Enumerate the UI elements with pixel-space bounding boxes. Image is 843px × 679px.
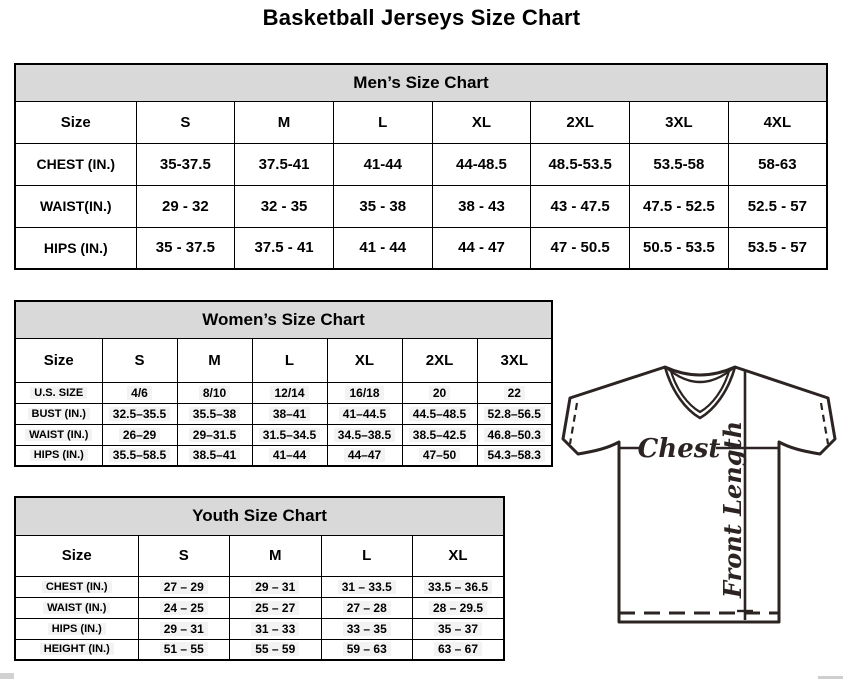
size-value-cell	[321, 576, 413, 597]
size-value-text: 24 – 25	[160, 601, 208, 615]
womens-column-header: 3XL	[477, 338, 552, 382]
womens-table-row	[15, 424, 552, 445]
size-value-cell	[333, 185, 432, 227]
size-value-text: 38–41	[269, 407, 310, 421]
size-value-text: 35 - 38	[359, 197, 407, 215]
front-length-label: Front Length	[718, 420, 747, 598]
womens-table-row	[15, 382, 552, 403]
size-value-cell	[102, 403, 177, 424]
size-value-cell	[138, 639, 230, 660]
size-value-cell	[630, 185, 729, 227]
size-value-text: 47 - 50.5	[550, 239, 610, 257]
size-value-cell	[136, 143, 235, 185]
womens-section-title: Women’s Size Chart	[15, 301, 552, 338]
womens-column-header-row	[15, 338, 552, 382]
scrollbar-fragment-left[interactable]	[0, 673, 14, 679]
size-value-cell	[413, 597, 505, 618]
youth-column-header: S	[138, 535, 230, 576]
size-value-cell	[402, 382, 477, 403]
size-value-text: 31.5–34.5	[259, 428, 320, 442]
size-value-text: 52.8–56.5	[484, 407, 545, 421]
size-value-text: 44 - 47	[458, 239, 505, 257]
youth-table-row	[15, 618, 504, 639]
size-value-text: 41-44	[363, 155, 402, 173]
size-value-cell	[531, 227, 630, 269]
row-label-text: U.S. SIZE	[30, 387, 87, 399]
mens-table-row	[15, 143, 827, 185]
size-value-text: 32 - 35	[260, 197, 308, 215]
size-value-text: 29 - 32	[162, 197, 209, 215]
size-value-text: 37.5 - 41	[254, 239, 314, 257]
size-value-text: 43 - 47.5	[550, 197, 610, 215]
size-value-text: 31 – 33	[251, 622, 299, 636]
chest-label: Chest	[637, 434, 721, 464]
mens-column-header: 2XL	[531, 101, 630, 143]
size-value-text: 44.5–48.5	[409, 407, 470, 421]
size-value-text: 38 - 43	[458, 197, 505, 215]
size-value-text: 35-37.5	[159, 155, 211, 173]
size-value-text: 28 – 29.5	[429, 601, 487, 615]
youth-table-row	[15, 576, 504, 597]
size-value-cell	[235, 227, 334, 269]
size-value-text: 31 – 33.5	[338, 580, 396, 594]
size-value-text: 26–29	[119, 428, 160, 442]
size-value-text: 53.5-58	[653, 155, 705, 173]
womens-column-header: 2XL	[402, 338, 477, 382]
size-value-text: 59 – 63	[343, 642, 391, 656]
mens-column-header-row	[15, 101, 827, 143]
mens-column-header: 4XL	[728, 101, 827, 143]
size-value-cell	[252, 403, 327, 424]
youth-column-header: L	[321, 535, 413, 576]
row-label	[15, 618, 138, 639]
row-label-text: HIPS (IN.)	[43, 239, 108, 256]
row-label-text: WAIST(IN.)	[39, 198, 112, 214]
youth-column-header: XL	[413, 535, 505, 576]
size-value-cell	[477, 445, 552, 466]
size-value-cell	[136, 185, 235, 227]
size-value-text: 16/18	[345, 386, 383, 400]
size-value-cell	[402, 424, 477, 445]
size-value-cell	[230, 597, 322, 618]
size-value-text: 34.5–38.5	[334, 428, 395, 442]
size-value-cell	[402, 445, 477, 466]
size-value-text: 33.5 – 36.5	[424, 580, 492, 594]
row-label-text: HEIGHT (IN.)	[40, 643, 114, 655]
size-value-text: 35 – 37	[434, 622, 482, 636]
size-value-text: 29–31.5	[189, 428, 240, 442]
row-label	[15, 597, 138, 618]
size-value-cell	[333, 227, 432, 269]
mens-column-header: S	[136, 101, 235, 143]
size-value-cell	[432, 185, 531, 227]
mens-table-row	[15, 185, 827, 227]
size-value-text: 22	[504, 386, 525, 400]
womens-column-header: S	[102, 338, 177, 382]
womens-column-header: XL	[327, 338, 402, 382]
size-value-cell	[138, 618, 230, 639]
size-value-text: 63 – 67	[434, 642, 482, 656]
youth-table-row	[15, 597, 504, 618]
size-value-text: 44-48.5	[456, 155, 507, 173]
size-value-cell	[413, 639, 505, 660]
size-value-text: 33 – 35	[343, 622, 391, 636]
row-label-text: HIPS (IN.)	[30, 449, 88, 461]
size-value-cell	[432, 143, 531, 185]
size-value-text: 41 - 44	[359, 239, 407, 257]
size-value-cell	[102, 382, 177, 403]
size-value-cell	[138, 597, 230, 618]
right-cuff-dashed-seam	[821, 403, 828, 444]
size-value-text: 32.5–35.5	[109, 407, 170, 421]
size-value-cell	[321, 597, 413, 618]
size-value-text: 52.5 - 57	[747, 197, 807, 215]
size-value-cell	[327, 445, 402, 466]
size-value-text: 55 – 59	[251, 642, 299, 656]
size-value-cell	[327, 403, 402, 424]
size-value-cell	[177, 445, 252, 466]
size-value-cell	[327, 424, 402, 445]
size-value-cell	[630, 143, 729, 185]
size-value-text: 35.5–58.5	[109, 448, 170, 462]
size-value-text: 41–44	[269, 448, 310, 462]
size-value-cell	[102, 445, 177, 466]
size-value-cell	[477, 424, 552, 445]
size-value-cell	[177, 424, 252, 445]
size-value-text: 12/14	[270, 386, 308, 400]
size-value-text: 27 – 28	[343, 601, 391, 615]
size-value-text: 27 – 29	[160, 580, 208, 594]
row-label-text: CHEST (IN.)	[36, 156, 116, 172]
mens-section-title: Men’s Size Chart	[15, 64, 827, 101]
size-value-cell	[235, 143, 334, 185]
size-value-cell	[432, 227, 531, 269]
size-value-cell	[235, 185, 334, 227]
size-value-text: 35.5–38	[189, 407, 240, 421]
youth-column-header: Size	[15, 535, 138, 576]
mens-column-header: XL	[432, 101, 531, 143]
size-value-text: 58-63	[758, 155, 797, 173]
row-label	[15, 424, 102, 445]
size-value-cell	[333, 143, 432, 185]
size-value-cell	[728, 227, 827, 269]
row-label-text: BUST (IN.)	[28, 408, 90, 420]
row-label	[15, 639, 138, 660]
size-value-text: 50.5 - 53.5	[643, 239, 715, 257]
row-label-text: HIPS (IN.)	[48, 623, 106, 635]
page-title: Basketball Jerseys Size Chart	[262, 5, 581, 30]
size-value-cell	[230, 618, 322, 639]
size-value-text: 29 – 31	[160, 622, 208, 636]
mens-column-header: L	[333, 101, 432, 143]
size-value-cell	[728, 143, 827, 185]
size-value-text: 51 – 55	[160, 642, 208, 656]
row-label-text: WAIST (IN.)	[43, 602, 110, 614]
womens-table-row	[15, 445, 552, 466]
size-value-text: 25 – 27	[251, 601, 299, 615]
size-value-text: 35 - 37.5	[155, 239, 215, 257]
size-value-cell	[177, 382, 252, 403]
size-value-cell	[102, 424, 177, 445]
womens-size-table	[14, 300, 553, 467]
youth-section-title: Youth Size Chart	[15, 497, 504, 535]
row-label	[15, 143, 136, 185]
size-value-cell	[413, 618, 505, 639]
size-value-cell	[252, 445, 327, 466]
size-value-text: 54.3–58.3	[484, 448, 545, 462]
mens-table-row	[15, 227, 827, 269]
size-value-text: 44–47	[344, 448, 385, 462]
mens-column-header: Size	[15, 101, 136, 143]
womens-column-header: L	[252, 338, 327, 382]
size-value-cell	[252, 424, 327, 445]
size-value-text: 41–44.5	[339, 407, 390, 421]
size-value-text: 37.5-41	[258, 155, 310, 173]
size-value-cell	[321, 639, 413, 660]
row-label	[15, 403, 102, 424]
youth-size-table	[14, 496, 505, 661]
mens-size-table	[14, 63, 828, 270]
size-value-text: 4/6	[127, 386, 152, 400]
mens-column-header: M	[235, 101, 334, 143]
size-value-cell	[477, 403, 552, 424]
size-value-cell	[177, 403, 252, 424]
youth-table-row	[15, 639, 504, 660]
size-value-text: 20	[429, 386, 450, 400]
size-value-cell	[402, 403, 477, 424]
size-value-text: 29 – 31	[251, 580, 299, 594]
left-cuff-dashed-seam	[570, 403, 577, 444]
size-value-text: 46.8–50.3	[484, 428, 545, 442]
size-value-cell	[252, 382, 327, 403]
size-value-cell	[630, 227, 729, 269]
youth-column-header: M	[230, 535, 322, 576]
size-value-text: 53.5 - 57	[747, 239, 807, 257]
womens-section-header-row	[15, 301, 552, 338]
womens-table-row	[15, 403, 552, 424]
size-value-cell	[136, 227, 235, 269]
size-value-cell	[531, 143, 630, 185]
size-value-text: 48.5-53.5	[548, 155, 612, 173]
row-label	[15, 382, 102, 403]
row-label	[15, 185, 136, 227]
row-label	[15, 227, 136, 269]
size-value-cell	[230, 576, 322, 597]
jersey-outline-shape	[563, 367, 835, 622]
size-value-cell	[477, 382, 552, 403]
row-label	[15, 576, 138, 597]
jersey-measurement-diagram	[558, 358, 842, 630]
mens-section-header-row	[15, 64, 827, 101]
size-value-cell	[138, 576, 230, 597]
mens-column-header: 3XL	[630, 101, 729, 143]
womens-column-header: Size	[15, 338, 102, 382]
row-label-text: WAIST (IN.)	[25, 429, 92, 441]
size-value-cell	[327, 382, 402, 403]
size-value-text: 38.5–41	[189, 448, 240, 462]
youth-column-header-row	[15, 535, 504, 576]
size-value-cell	[230, 639, 322, 660]
size-value-text: 38.5–42.5	[409, 428, 470, 442]
size-value-cell	[321, 618, 413, 639]
womens-column-header: M	[177, 338, 252, 382]
size-value-cell	[413, 576, 505, 597]
youth-section-header-row	[15, 497, 504, 535]
size-value-text: 8/10	[199, 386, 230, 400]
row-label-text: CHEST (IN.)	[42, 581, 112, 593]
size-value-text: 47.5 - 52.5	[643, 197, 715, 215]
row-label	[15, 445, 102, 466]
size-value-text: 47–50	[419, 448, 460, 462]
size-value-cell	[728, 185, 827, 227]
size-value-cell	[531, 185, 630, 227]
